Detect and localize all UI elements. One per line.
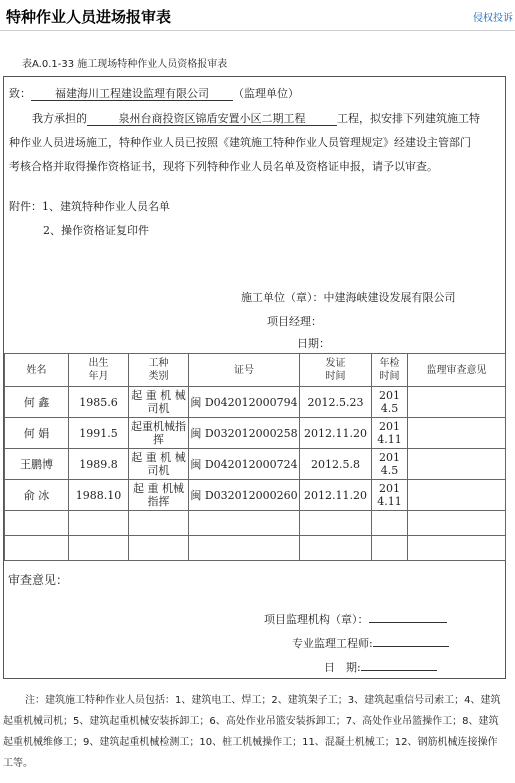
- cell-annual: 2014.11: [372, 418, 408, 449]
- cell-issue: 2012.5.8: [300, 449, 372, 480]
- table-row-empty: [5, 511, 506, 536]
- header-issue: 发证 时间: [300, 354, 372, 387]
- table-row-empty: [5, 536, 506, 561]
- cell-annual: 2014.5: [372, 387, 408, 418]
- cell-type: 起 重 机 械司机: [129, 449, 189, 480]
- letter-to-line: [9, 85, 299, 101]
- supervision-org-line: [264, 611, 447, 627]
- header-name: 姓名: [5, 354, 69, 387]
- cell-birth: 1989.8: [69, 449, 129, 480]
- table-row: [5, 480, 506, 511]
- review-date-label: 日 期:: [324, 661, 361, 674]
- supervisor-unit: 福建海川工程建设监理有限公司: [31, 87, 233, 101]
- cell-birth: 1988.10: [69, 480, 129, 511]
- footnote: 注：建筑施工特种作业人员包括：1、建筑电工、焊工；2、建筑架子工；3、建筑起重信号司索工；4、建筑起重机械司机；5、建筑起重机械安装拆卸工；6、高处作业吊篮安装拆卸工；7、高处作业吊篮操作工；8、建筑起重机械维修工；9、建筑起重机械检测工；10、桩工机械操作工；11、混凝土机械工；12、钢筋机械连接操作工等。: [3, 695, 501, 769]
- attachment-1: 附件：1、建筑特种作业人员名单: [9, 200, 170, 213]
- cell-issue: 2012.11.20: [300, 480, 372, 511]
- header-opinion: 监理审查意见: [408, 354, 506, 387]
- cell-cert: 闽 D032012000260: [189, 480, 300, 511]
- cell-type: 起重机械指挥: [129, 418, 189, 449]
- p1-prefix: 我方承担的: [32, 112, 87, 125]
- cell-opinion: [408, 480, 506, 511]
- attachment-2: 2、操作资格证复印件: [43, 224, 149, 237]
- supervision-org-label: 项目监理机构（章）：: [264, 613, 369, 626]
- report-form: [3, 76, 506, 679]
- unit-label: 施工单位（章）：: [241, 291, 324, 304]
- cell-opinion: [408, 387, 506, 418]
- cell-name: 何 鑫: [5, 387, 69, 418]
- project-manager-label: 项目经理：: [267, 315, 322, 328]
- review-date-blank: [361, 670, 437, 671]
- table-row: [5, 387, 506, 418]
- header-divider: [0, 30, 515, 31]
- cell-birth: 1991.5: [69, 418, 129, 449]
- page-title: 特种作业人员进场报审表: [6, 8, 172, 26]
- cell-name: 俞 冰: [5, 480, 69, 511]
- review-opinion-label: 审查意见：: [8, 573, 69, 587]
- cell-opinion: [408, 449, 506, 480]
- review-date-line: [324, 659, 437, 675]
- report-infringement-link[interactable]: 侵权投诉: [473, 13, 513, 24]
- engineer-blank: [373, 646, 449, 647]
- cell-name: 王鹏博: [5, 449, 69, 480]
- header-birth: 出生 年月: [69, 354, 129, 387]
- engineer-label: 专业监理工程师:: [292, 637, 373, 650]
- supervision-org-blank: [369, 622, 447, 623]
- header-annual: 年检 时间: [372, 354, 408, 387]
- review-section: [4, 559, 505, 678]
- engineer-line: [292, 635, 449, 651]
- cell-cert: 闽 D042012000794: [189, 387, 300, 418]
- letter-paragraph-1: [32, 110, 480, 126]
- cell-cert: 闽 D032012000258: [189, 418, 300, 449]
- table-row: [5, 449, 506, 480]
- supervisor-suffix: （监理单位）: [233, 87, 299, 100]
- table-header-row: [5, 354, 506, 387]
- p1-suffix: 工程，拟安排下列建筑施工特: [337, 112, 480, 125]
- cell-issue: 2012.11.20: [300, 418, 372, 449]
- header-type: 工种 类别: [129, 354, 189, 387]
- table-row: [5, 418, 506, 449]
- cell-annual: 2014.11: [372, 480, 408, 511]
- header-cert: 证号: [189, 354, 300, 387]
- form-caption: 表A.0.1-33 施工现场特种作业人员资格报审表: [22, 59, 228, 70]
- construction-unit-line: [241, 289, 456, 305]
- personnel-table: [4, 353, 506, 561]
- to-prefix: 致：: [9, 87, 31, 100]
- letter-paragraph-3: 考核合格并取得操作资格证书，现将下列特种作业人员名单及资格证申报，请予以审查。: [9, 160, 438, 173]
- letter-date-label: 日期：: [297, 337, 330, 350]
- cell-annual: 2014.5: [372, 449, 408, 480]
- construction-unit: 中建海峡建设发展有限公司: [323, 291, 456, 304]
- cell-name: 何 娟: [5, 418, 69, 449]
- page-header: [0, 0, 515, 30]
- cell-type: 起 重 机 械司机: [129, 387, 189, 418]
- project-name: 泉州台商投资区锦盾安置小区二期工程: [87, 112, 337, 126]
- cell-birth: 1985.6: [69, 387, 129, 418]
- cell-issue: 2012.5.23: [300, 387, 372, 418]
- cell-opinion: [408, 418, 506, 449]
- cell-cert: 闽 D042012000724: [189, 449, 300, 480]
- letter-paragraph-2: 种作业人员进场施工，特种作业人员已按照《建筑施工特种作业人员管理规定》经建设主管部门: [9, 136, 471, 149]
- cell-type: 起 重 机械指挥: [129, 480, 189, 511]
